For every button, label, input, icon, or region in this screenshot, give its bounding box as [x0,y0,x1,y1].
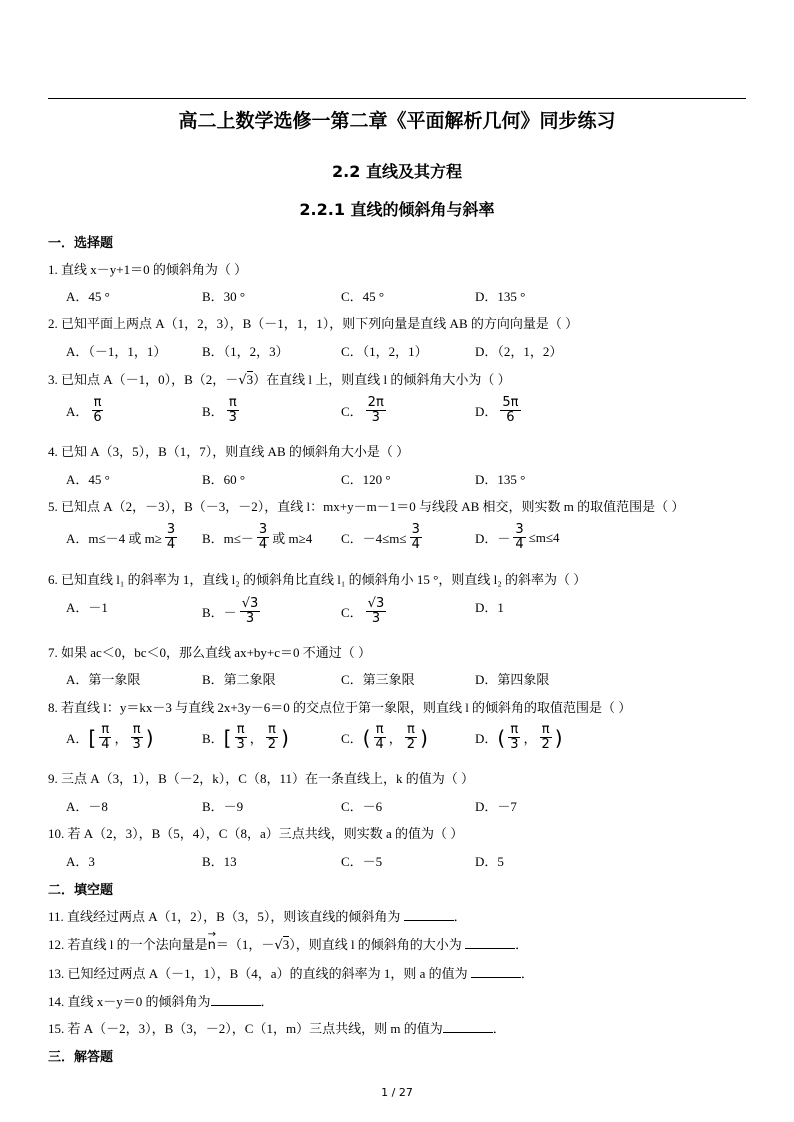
fraction [500,396,520,425]
option-d: D．（2，1，2） [475,344,563,359]
question-9: 9. 三点 A（3，1），B（－2，k），C（8，11）在一条直线上，k 的值为（ ） [48,771,474,786]
option-d: D． ( $\frac{\pi}{3}$ ， $\frac{\pi}{2}$ ) [475,722,563,752]
q13-text: 13. 已知经过两点 A（－1，1），B（4，a）的直线的斜率为 1，则 a 的值为 [48,966,471,981]
option-label: C． [341,605,363,620]
page-number: 1 / 27 [381,1086,413,1099]
option-label: D． [475,731,498,746]
q15-text: 15. 若 A（－2，3），B（3，－2），C（1，m）三点共线，则 m 的值为 [48,1021,443,1036]
fraction [513,523,525,552]
option-a: A．（－1，1，1） [66,344,167,359]
right-bracket: ) [554,725,563,750]
option-b [202,523,312,552]
fraction [99,723,111,752]
option-a: A．－8 [66,799,108,814]
numerator: π [268,722,276,737]
sqrt-sign: √ [274,938,283,953]
option-c: C．第三象限 [341,672,415,687]
denominator: 3 [510,737,519,752]
question-5-options [66,523,766,557]
fraction [366,396,386,425]
numerator: 5π [502,395,519,410]
fraction [410,523,422,552]
denominator: 4 [101,737,110,752]
option-a: A．45 ° [66,472,110,487]
option-b: B．13 [202,854,237,869]
fraction [266,723,278,752]
q13-end: ． [520,966,534,981]
option-c [341,523,425,552]
question-10-options [66,851,766,877]
question-5: 5. 已知点 A（2，－3），B（－3，－2），直线 l：mx+y－m－1＝0 与线段 AB 相交，则实数 m 的取值范围是（ ） [48,499,685,514]
denominator: 6 [506,410,515,425]
numerator: π [93,395,102,410]
q14-text: 14. 直线 x－y＝0 的倾斜角为 [48,994,211,1009]
vector-letter: n [207,938,216,953]
header-rule [48,98,746,99]
option-c: C．（1，2，1） [341,344,428,359]
numerator: π [132,722,141,737]
vector-n [207,929,217,953]
denominator: 4 [166,537,176,552]
question-12 [48,929,529,953]
fraction [257,523,269,552]
question-10: 10. 若 A（2，3），B（5，4），C（8，a）三点共线，则实数 a 的值为（ ） [48,826,464,841]
numerator: π [375,722,384,737]
option-d: D．1 [475,600,504,615]
right-bracket: ) [281,725,289,750]
question-7: 7. 如果 ac＜0，bc＜0，那么直线 ax+by+c＝0 不通过（ ） [48,645,372,660]
option-post: ≤m≤4 [528,529,560,545]
part-answer-heading: 三．解答题 [48,1050,114,1065]
numerator: 3 [411,522,420,537]
denominator: 6 [93,410,102,425]
fraction [131,723,143,752]
option-d [475,396,524,425]
answer-blank[interactable] [211,993,261,1006]
question-13 [48,963,534,982]
q12-text: 12. 若直线 l 的一个法向量是 [48,937,208,952]
option-a: A． [ $\frac{\pi}{4}$ ， $\frac{\pi}{3}$ ) [66,722,154,752]
numerator: π [541,722,550,737]
numerator: π [236,722,245,737]
denominator: 3 [236,737,245,752]
option-a [66,523,180,552]
option-label: B． [202,404,224,419]
option-c: C．－5 [341,854,383,869]
option-b [202,396,242,425]
left-bracket: [ [223,725,232,750]
option-label: B． [202,731,224,746]
left-bracket: [ [88,725,97,750]
numerator: π [101,722,110,737]
part-fill-heading: 二．填空题 [48,883,114,898]
question-15 [48,1018,506,1037]
q15-end: ． [492,1021,506,1036]
question-4: 4. 已知 A（3，5），B（1，7），则直线 AB 的倾斜角大小是（ ） [48,444,410,459]
vector-arrow-icon: → [207,929,217,940]
numerator: 3 [166,522,176,537]
question-8: 8. 若直线 l：y＝kx－3 与直线 2x+3y－6＝0 的交点位于第一象限，则直线 l 的倾斜角的取值范围是（ ） [48,700,632,715]
question-6: 6. 已知直线 l₁ 的斜率为 1，直线 l₂ 的倾斜角比直线 l₁ 的倾斜角小 15 °，则直线 l₂ 的斜率为（ ） [48,572,587,587]
option-b: B．60 ° [202,472,246,487]
option-b [202,597,263,626]
question-3-options [66,396,766,430]
question-11 [48,906,467,925]
option-a: A．45 ° [66,289,110,304]
option-d: D．－7 [475,799,517,814]
option-c: C．45 ° [341,289,385,304]
numerator: π [407,722,415,737]
option-a: A．3 [66,854,95,869]
denominator: 3 [371,410,380,425]
question-8-options [66,723,766,759]
option-d: D．135 ° [475,472,526,487]
numerator: π [510,722,519,737]
option-a: A．－1 [66,600,108,615]
option-b: B． [ $\frac{\pi}{3}$ ， $\frac{\pi}{2}$ ) [202,722,289,752]
option-pre: D．－ [475,531,511,546]
option-d: D．5 [475,854,504,869]
numerator: 2π [367,395,384,410]
option-a: A．第一象限 [66,672,141,687]
fraction [508,723,520,752]
denominator: 3 [371,611,381,626]
question-3: 3. 已知点 A（－1，0），B（2，－√3）在直线 l 上，则直线 l 的倾斜角大小为（ ） [48,372,511,388]
right-bracket: ) [420,725,428,750]
q12-mid2: ），则直线 l 的倾斜角的大小为 [289,937,466,952]
q12-end: ． [515,937,529,952]
q11-end: ． [453,909,467,924]
option-b: B．第二象限 [202,672,276,687]
denominator: 3 [228,410,237,425]
option-b: B．30 ° [202,289,246,304]
fraction [240,597,261,626]
fraction [165,523,177,552]
subsection-title: 2.2.1 直线的倾斜角与斜率 [299,200,495,219]
option-pre: A．m≤－4 或 m≥ [66,531,162,546]
question-4-options [66,469,766,495]
question-2-options [66,341,766,367]
option-label: C． [341,404,363,419]
option-c: C． ( $\frac{\pi}{4}$ ， $\frac{\pi}{2}$ ) [341,722,428,752]
option-d [475,523,560,552]
fraction [405,723,417,752]
fraction [373,723,385,752]
option-pre: B．m≤－ [202,531,254,546]
fraction [234,723,246,752]
option-label: C． [341,731,363,746]
numerator: 3 [258,522,268,537]
fraction [91,396,103,425]
minus-sign: － [223,605,237,620]
answer-blank[interactable] [471,965,521,978]
q11-text: 11. 直线经过两点 A（1，2），B（3，5），则该直线的倾斜角为 [48,909,404,924]
option-c [341,396,389,425]
denominator: 2 [541,737,550,752]
question-1-options [66,286,766,312]
question-7-options [66,669,766,695]
question-14 [48,991,274,1010]
denominator: 4 [411,537,420,552]
left-bracket: ( [497,725,506,750]
answer-blank[interactable] [443,1020,493,1033]
option-c: C．－6 [341,799,383,814]
q3-root: 3 [246,372,254,387]
denominator: 3 [245,611,255,626]
q3-text-a: 3. 已知点 A（－1，0），B（2，－ [48,372,239,387]
option-c [341,597,389,626]
section-title: 2.2 直线及其方程 [332,162,462,181]
fraction [227,396,239,425]
right-bracket: ) [145,725,154,750]
denominator: 3 [132,737,141,752]
option-post: 或 m≥4 [272,531,313,546]
answer-blank[interactable] [465,936,515,949]
question-2: 2. 已知平面上两点 A（1，2，3），B（－1，1，1），则下列向量是直线 AB 的方向向量是（ ） [48,316,579,331]
numerator: 3 [515,522,524,537]
question-9-options [66,796,766,822]
option-b: B．－9 [202,799,244,814]
part-choice-heading: 一．选择题 [48,236,114,251]
q12-root: 3 [282,937,290,952]
option-c: C．120 ° [341,472,391,487]
answer-blank[interactable] [404,908,454,921]
numerator: π [228,395,237,410]
denominator: 4 [515,537,524,552]
option-label: A． [66,731,89,746]
option-label: B． [202,605,224,620]
denominator: 2 [406,737,416,752]
left-bracket: ( [362,725,371,750]
denominator: 2 [267,737,277,752]
option-d: D．第四象限 [475,672,550,687]
fraction [540,723,552,752]
q3-text-c: ）在直线 l 上，则直线 l 的倾斜角大小为（ ） [253,372,511,387]
fraction [366,597,387,626]
option-a [66,396,107,425]
option-pre: C．－4≤m≤ [341,531,407,546]
denominator: 4 [258,537,268,552]
question-6-options [66,597,766,633]
numerator: √3 [241,596,259,611]
document-title: 高二上数学选修一第二章《平面解析几何》同步练习 [178,110,616,132]
option-b: B．（1，2，3） [202,344,289,359]
option-label: D． [475,404,498,419]
option-d: D．135 ° [475,289,526,304]
question-1: 1. 直线 x－y+1＝0 的倾斜角为（ ） [48,262,248,277]
q14-end: ． [260,994,274,1009]
q12-mid: ＝（1，－ [215,937,275,952]
option-label: A． [66,404,89,419]
denominator: 4 [375,737,384,752]
numerator: √3 [367,596,385,611]
